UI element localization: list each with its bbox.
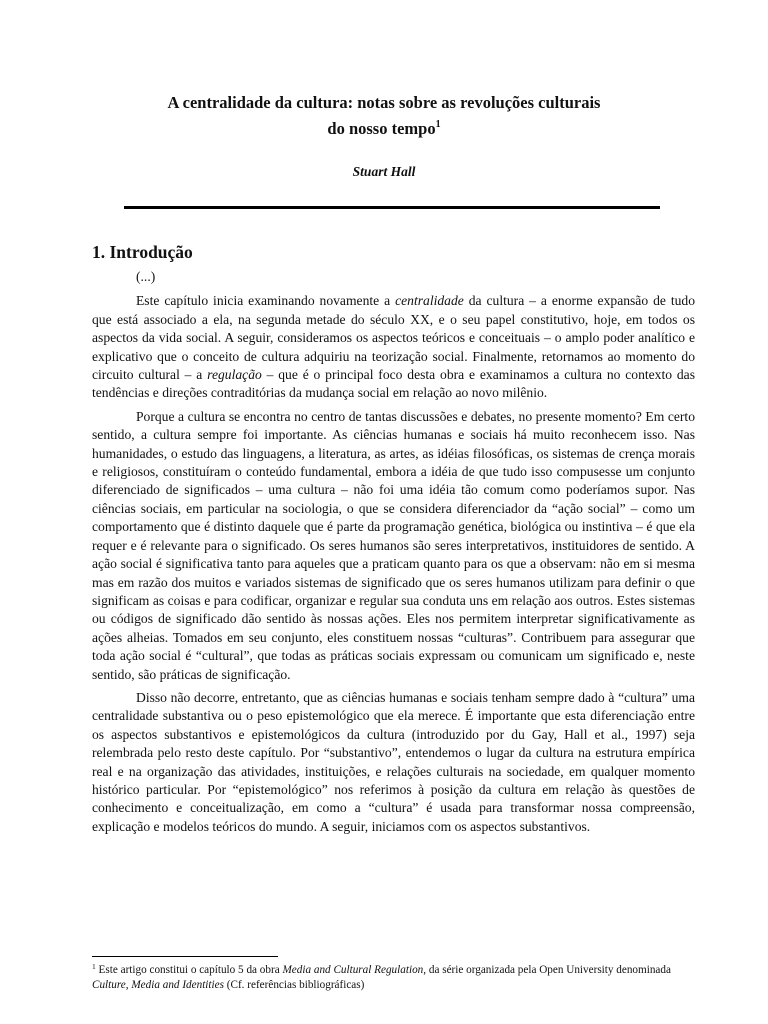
footnote-divider [92,956,278,957]
body-text [92,268,695,841]
title-line-1: A centralidade da cultura: notas sobre as revoluções culturais [167,93,601,112]
paragraph-2: Porque a cultura se encontra no centro de tantas discussões e debates, no presente momento? Em certo sentido, a cultura sempre foi importante. As ciências humanas e sociais há muito reconhecem isso. Nas humanidades, o estudo das linguagens, a literatura, as artes, as idéias filosóficas, os sistemas de crença morais e religiosos, constituíram o conteúdo fundamental, embora a idéia de que tudo isso compusesse um conjunto diferenciado de significados – uma cultura – não foi uma idéia tão comum como poderíamos supor. Nas ciências sociais, em particular na sociologia, o que se considera diferenciador da “ação social” – como um comportamento que é distinto daquele que é parte da programação genética, biológica ou instintiva – é que ela requer e é relevante para o significado. Os seres humanos são seres interpretativos, instituidores de sentido. A ação social é significativa tanto para aqueles que a praticam quanto para os que a observam: não em si mesma mas em razão dos muitos e variados sistemas de significado que os seres humanos utilizam para definir o que significam as coisas e para codificar, organizar e regular sua conduta uns em relação aos outros. Estes sistemas ou códigos de significado dão sentido às nossas ações. Eles nos permitem interpretar significativamente as ações alheias. Tomados em seu conjunto, eles constituem nossas “culturas”. Contribuem para assegurar que toda ação social é “cultural”, que todas as práticas sociais expressam ou comunicam um significado e, neste sentido, são práticas de significação. [92,408,695,682]
paragraph-1-part-c: da cultura – a enorme expansão de tudo que está associado a ela, na segunda metade do século XX, e o seu papel constitutivo, hoje, em todos os aspectos da vida social. A seguir, consideramos os aspectos teóricos e conceituais – o amplo poder analítico e explicativo que o conceito de cultura adquiriu na teorização social. Finalmente, retornamos ao momento do circuito cultural – a [92,293,695,383]
title-line-2 [92,116,676,142]
footnote-series-title: Culture, Media and Identities [92,979,224,991]
title-line-2-text: do nosso tempo [327,119,436,138]
footnote-book-title: Media and Cultural Regulation [282,964,424,976]
title-footnote-marker[interactable]: 1 [435,119,441,130]
paragraph-1-part-e: – que é o principal foco desta obra e examinamos a cultura no contexto das tendências e direções contraditórias da mudança social em relação ao novo milênio. [92,367,695,401]
ellipsis-paragraph: (...) [136,269,156,284]
paragraph-3: Disso não decorre, entretanto, que as ciências humanas e sociais tenham sempre dado à “cultura” uma centralidade substantiva ou o peso epistemológico que ela merece. É importante que esta diferenciação entre os aspectos substantivos e epistemológicos da cultura (introduzido por du Gay, Hall et al., 1997) seja relembrada pelo resto deste capítulo. Por “substantivo”, entendemos o lugar da cultura na estrutura empírica real e na organização das atividades, instituições, e relações culturais na sociedade, em qualquer momento histórico particular. Por “epistemológico” nos referimos à posição da cultura em relação às questões de conhecimento e conceitualização, em como a “cultura” é usada para transformar nossa compreensão, explicação e modelos teóricos do mundo. A seguir, iniciamos com os aspectos substantivos. [92,689,695,834]
footnote-part-c: , da série organizada pela Open University denominada [423,964,671,976]
footnote-marker: 1 [92,962,96,971]
footnote-part-a: Este artigo constitui o capítulo 5 da obra [95,964,283,976]
footnote-part-e: (Cf. referências bibliográficas) [223,979,365,991]
footnote [92,963,695,993]
title-divider [124,206,660,209]
section-heading: 1. Introdução [92,242,193,262]
emphasis-regulacao: regulação [207,367,262,383]
emphasis-centralidade: centralidade [395,293,464,309]
paragraph-1 [92,292,695,402]
document-title [92,90,676,142]
author-name: Stuart Hall [352,164,416,179]
paragraph-1-part-a: Este capítulo inicia examinando novamente a [136,293,396,309]
